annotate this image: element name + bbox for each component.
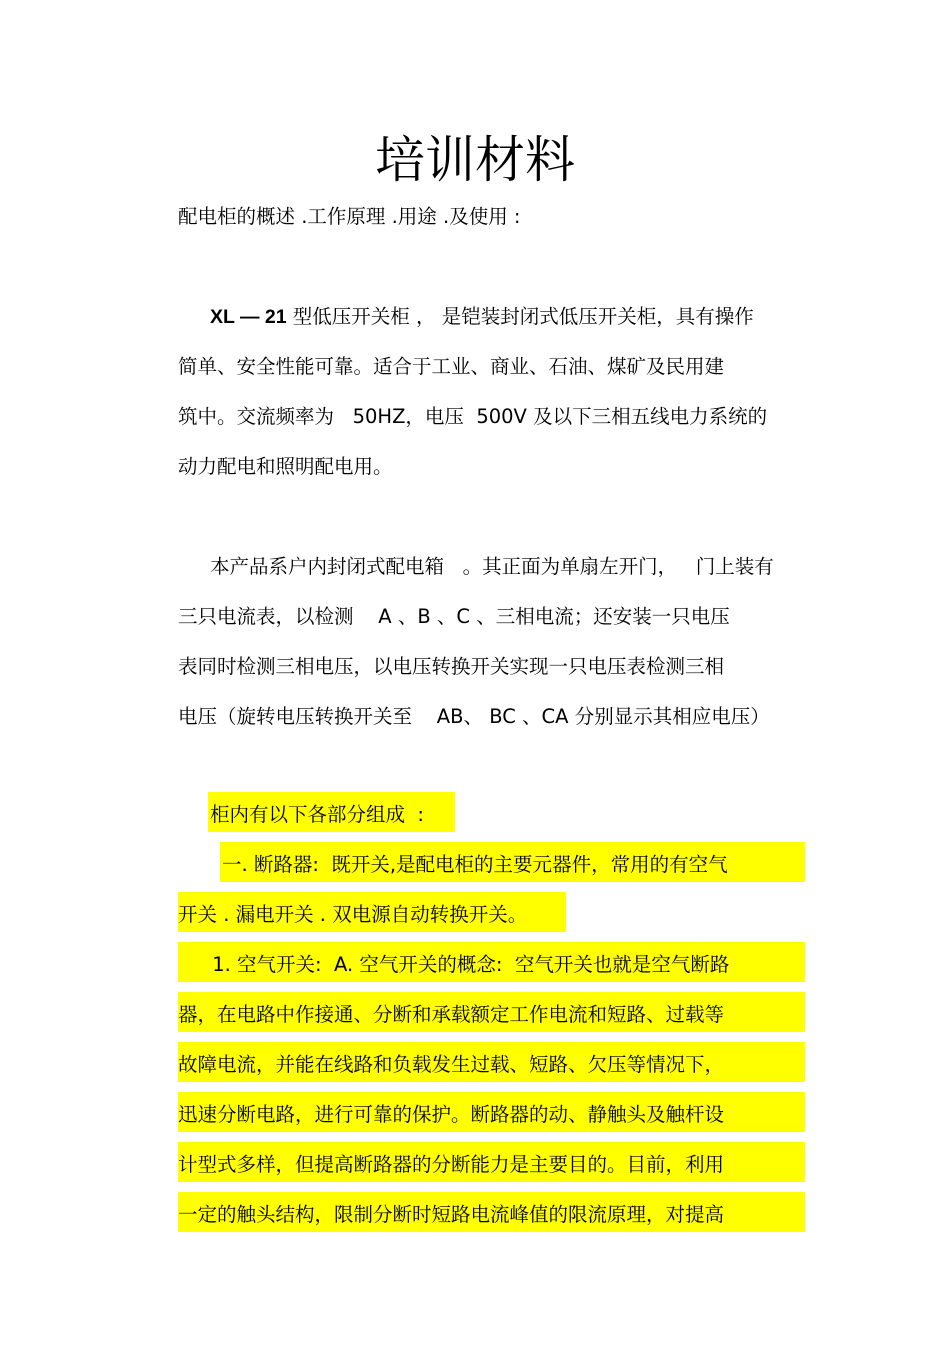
sub1-line-3: 故障电流，并能在线路和负载发生过载、短路、欠压等情况下， <box>178 1042 805 1082</box>
product-line-3: 表同时检测三相电压，以电压转换开关实现一只电压表检测三相 <box>178 655 725 678</box>
intro-line-4: 动力配电和照明配电用。 <box>178 455 393 478</box>
product-line-2: 三只电流表，以检测 A 、B 、C 、三相电流；还安装一只电压 <box>178 605 730 628</box>
item1-line-2: 开关 . 漏电开关 . 双电源自动转换开关。 <box>178 892 566 932</box>
intro-line-2: 简单、安全性能可靠。适合于工业、商业、石油、煤矿及民用建 <box>178 355 725 378</box>
sub1-line-5: 计型式多样，但提高断路器的分断能力是主要目的。目前，利用 <box>178 1142 805 1182</box>
item1-line-1: 一. 断路器: 既开关,是配电柜的主要元器件，常用的有空气 <box>220 842 805 882</box>
sub1-line-4: 迅速分断电路，进行可靠的保护。断路器的动、静触头及触杆设 <box>178 1092 805 1132</box>
sub1-line-2: 器，在电路中作接通、分断和承载额定工作电流和短路、过载等 <box>178 992 805 1032</box>
model-number: XL — 21 <box>210 306 287 328</box>
intro-line-1 <box>210 303 754 331</box>
product-line-4: 电压（旋转电压转换开关至 AB、 BC 、CA 分别显示其相应电压） <box>178 705 770 728</box>
intro-line-3: 筑中。交流频率为 50HZ，电压 500V 及以下三相五线电力系统的 <box>178 405 768 428</box>
sub1-line-1: 1. 空气开关: A. 空气开关的概念: 空气开关也就是空气断路 <box>178 942 805 982</box>
document-title: 培训材料 <box>375 131 575 189</box>
components-heading: 柜内有以下各部分组成 : <box>208 792 455 832</box>
subtitle: 配电柜的概述 .工作原理 .用途 .及使用 : <box>178 205 521 228</box>
intro-line-1-text: 型低压开关柜 ， 是铠装封闭式低压开关柜，具有操作 <box>286 305 754 328</box>
product-line-1: 本产品系户内封闭式配电箱 。其正面为单扇左开门， 门上装有 <box>210 555 774 578</box>
sub1-line-6: 一定的触头结构，限制分断时短路电流峰值的限流原理，对提高 <box>178 1192 805 1232</box>
